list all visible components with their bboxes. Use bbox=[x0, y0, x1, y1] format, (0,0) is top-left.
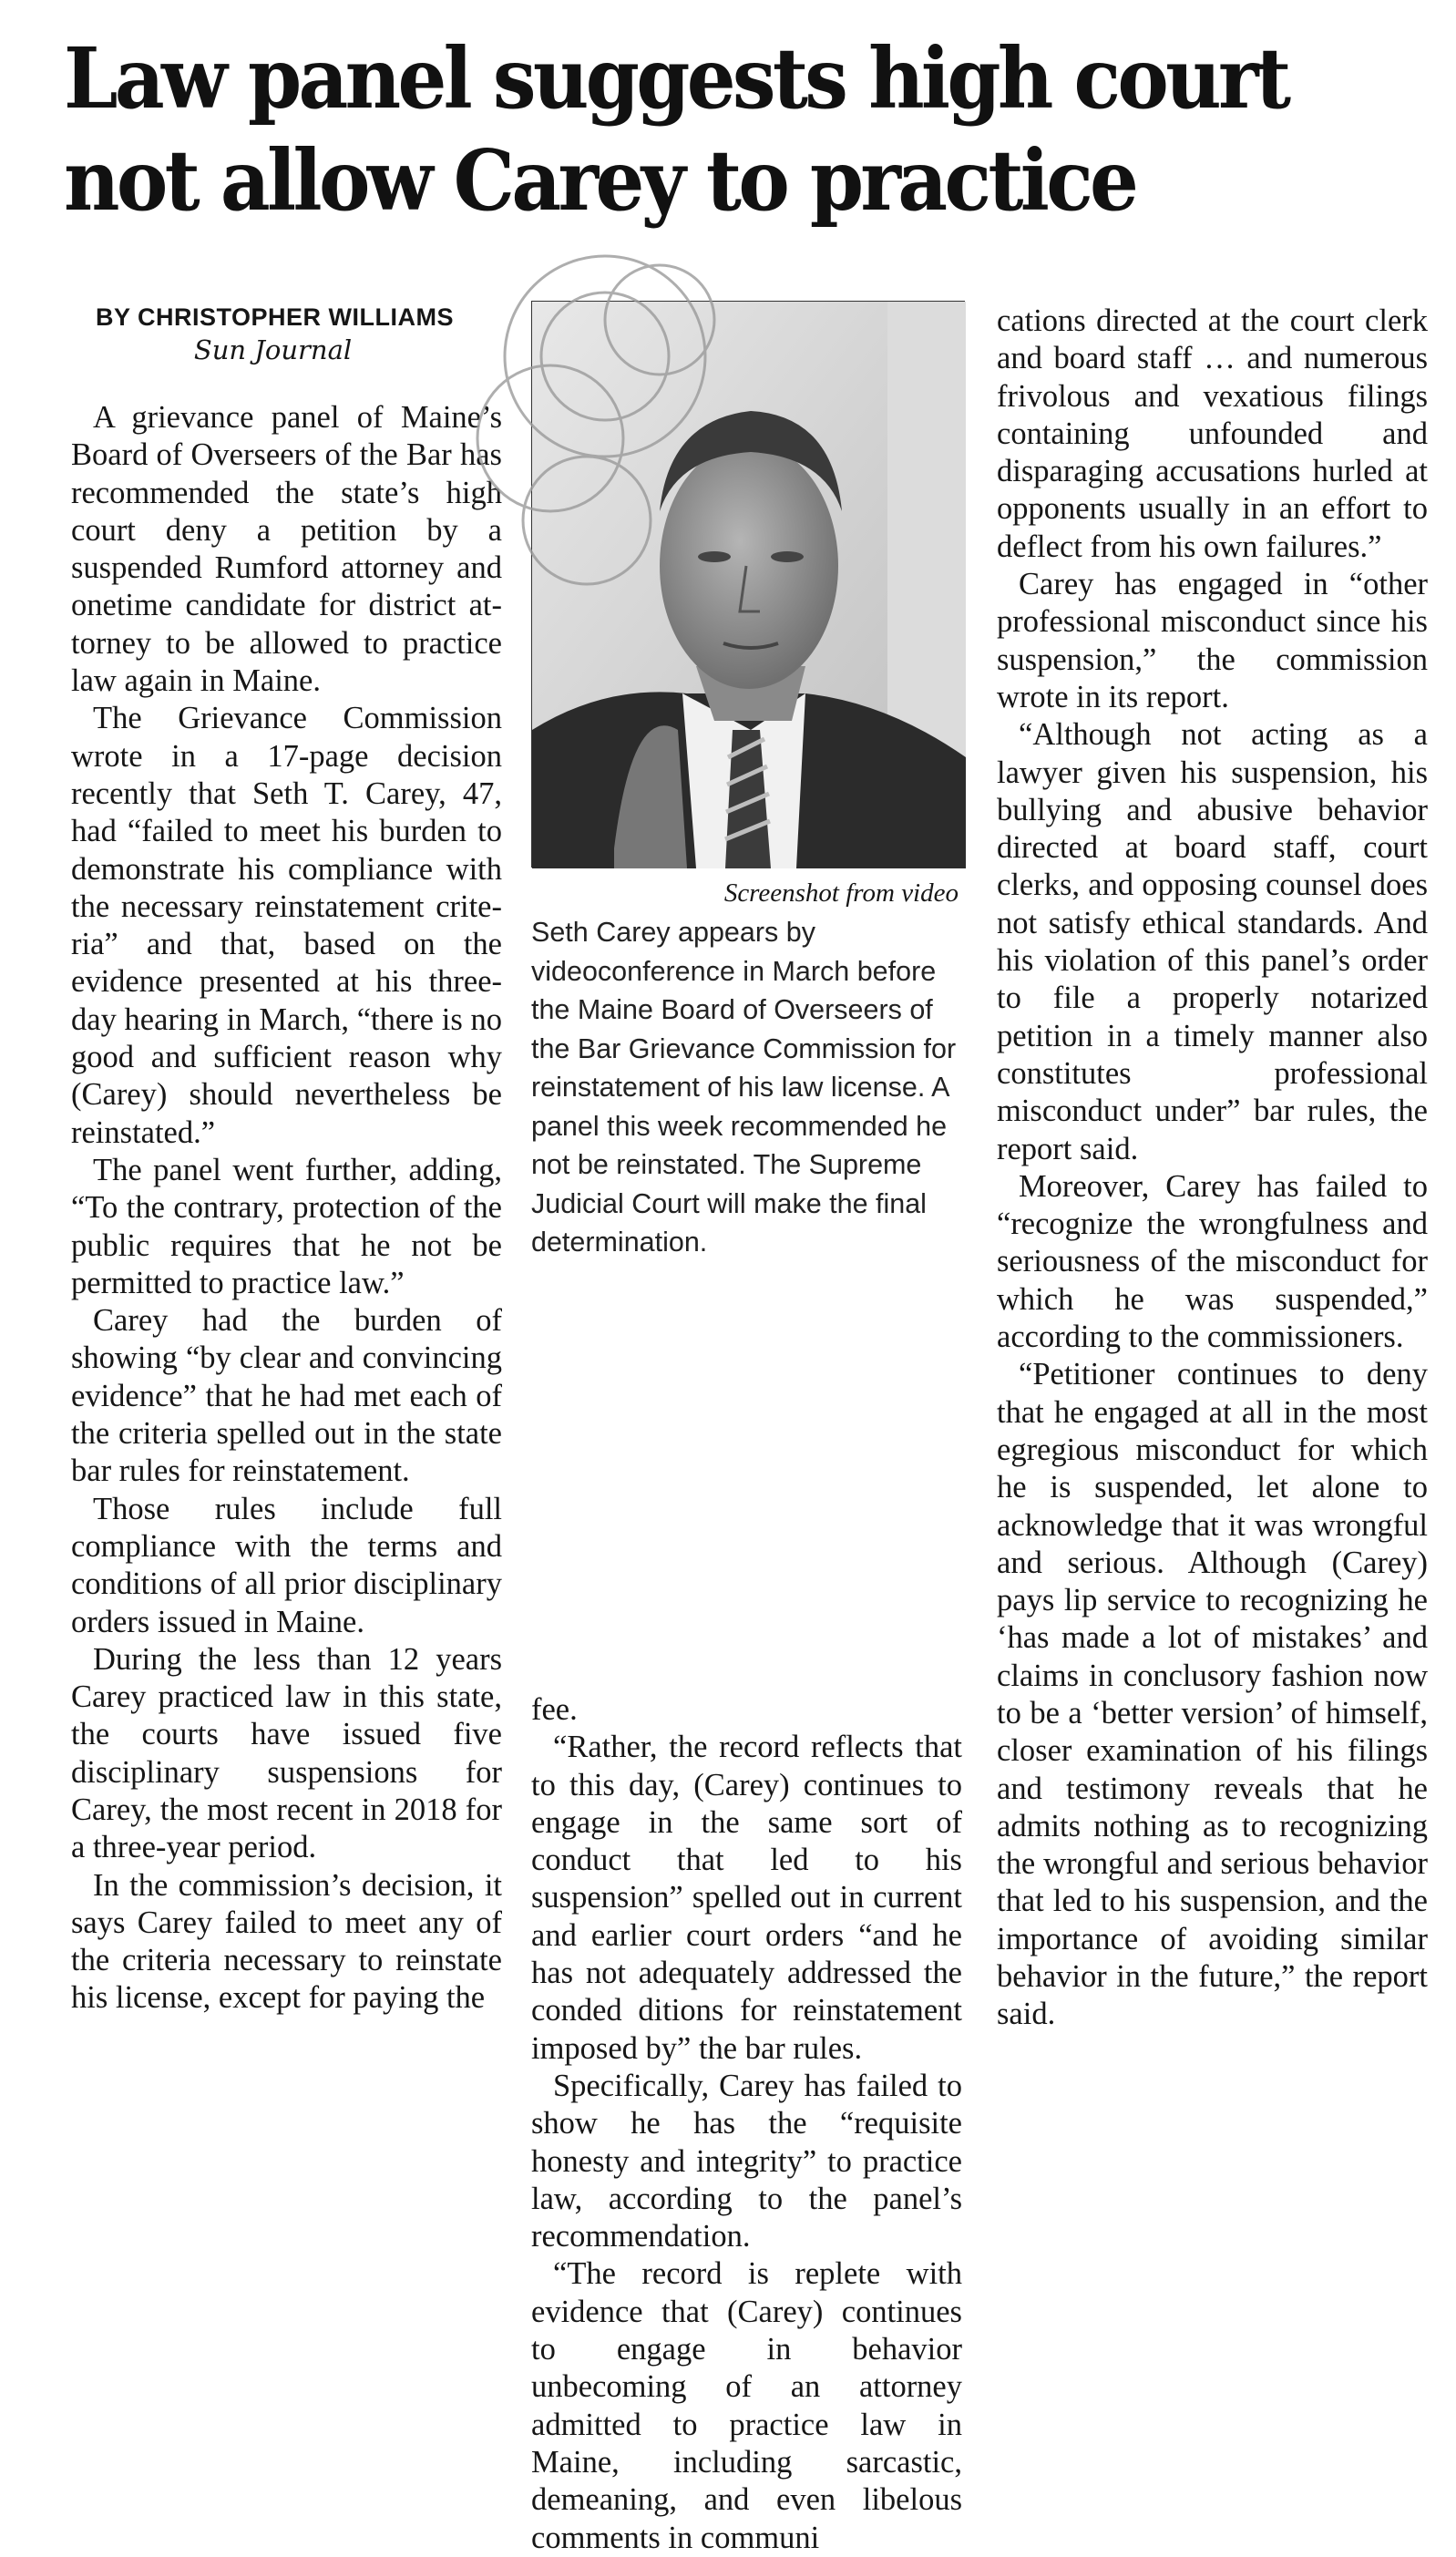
photo-credit: Screenshot from video bbox=[723, 878, 959, 908]
paragraph: Those rules include full compliance with the terms and conditions of all prior disciplinary orders issued in Maine. bbox=[71, 1491, 502, 1639]
paragraph: The panel went further, adding, “To the contrary, protection of the public requires that he not be permitted to practice law.” bbox=[71, 1152, 502, 1300]
article-column-3 bbox=[997, 303, 1428, 2034]
source-name: Sun Journal bbox=[193, 334, 353, 365]
paragraph: Specifically, Carey has failed to show he has the “requisite honesty and integrity” to practice law, according to the panel’s recommendation. bbox=[531, 2068, 962, 2254]
paragraph: fee. bbox=[531, 1692, 578, 1727]
paragraph: cations directed at the court clerk and board staff … and numerous frivolous and vexatious filings containing unfounded and disparaging accusations hurled at opponents usually in an effort to deflect from his own failures.” bbox=[997, 303, 1428, 564]
photo-caption: Seth Carey appears by videoconference in March before the Maine Board of Overseers of the Bar Grievance Commission for reinstatement of his law license. A panel this week recommended he not be reinstated. The Supreme Judicial Court will make the final determination. bbox=[531, 917, 957, 1258]
article-column-2 bbox=[531, 301, 962, 2555]
paragraph: The Grievance Commission wrote in a 17-page decision recently that Seth T. Carey, 47, had “failed to meet his burden to demonstrate his compliance with the necessary reinstatement criteria” and that, based on the evidence presented at his three-day hearing in March, “there is no good and sufficient reason why (Carey) should nevertheless be reinstated.” bbox=[71, 701, 502, 1150]
headline-line-1: Law panel suggests high court bbox=[64, 29, 1288, 128]
paragraph: During the less than 12 years Carey practiced law in this state, the courts have issued five disciplinary suspensions for Carey, the most recent in 2018 for a three-year period. bbox=[71, 1641, 502, 1865]
paragraph: “Although not acting as a lawyer given his suspension, his bullying and abusive behavior directed at board staff, court clerks, and opposing counsel does not satisfy ethical standards. And his violation of this panel’s order to file a properly notarized petition in a timely manner also constitutes professional misconduct under” bar rules, the report said. bbox=[997, 717, 1428, 1166]
photo bbox=[531, 301, 965, 868]
paragraph: Carey had the burden of showing “by clear and convincing evidence” that he had met each of the criteria spelled out in the state bar rules for reinstatement. bbox=[71, 1303, 502, 1489]
byline: BY CHRISTOPHER WILLIAMS bbox=[96, 303, 455, 331]
paragraph: “Rather, the record reflects that to this day, (Carey) continues to engage in the same sort of conduct that led to his suspension” spelled out in current and earlier court orders “and he has not adequately addressed the conded ditions for reinstatement imposed by” the bar rules. bbox=[531, 1730, 962, 2066]
paragraph: “Petitioner continues to deny that he engaged at all in the most egregious misconduct for which he is suspended, let alone to acknowledge that it was wrongful and serious. Although (Carey) pays lip service to recognizing he ‘has made a lot of mistakes’ and claims in conclusory fashion now to be a ‘better version’ of himself, closer examination of his filings and testimony reveals that he admits nothing as to recognizing the wrongful and serious behavior that led to his suspension, and the importance of avoiding similar behavior in the future,” the report said. bbox=[997, 1357, 1428, 2032]
paragraph: “The record is replete with evidence that (Carey) continues to engage in behavior unbecoming of an attorney admitted to practice law in Maine, including sarcastic, demeaning, and even libelous comments in communi bbox=[531, 2256, 962, 2555]
article-column-1 bbox=[71, 301, 502, 2018]
paragraph: Carey has engaged in “other professional misconduct since his suspension,” the commission wrote in its report. bbox=[997, 567, 1428, 714]
paragraph: A grievance panel of Maine’s Board of Overseers of the Bar has recommended the state’s high court deny a petition by a suspended Rumford attorney and onetime candidate for district attorney to be allowed to practice law again in Maine. bbox=[71, 400, 502, 699]
paragraph: Moreover, Carey has failed to “recognize the wrongfulness and seriousness of the misconduct for which he was suspended,” according to the commissioners. bbox=[997, 1168, 1428, 1355]
headline bbox=[64, 27, 1305, 231]
column-2-text bbox=[531, 1691, 962, 2557]
paragraph: In the commission’s decision, it says Carey failed to meet any of the criteria necessary to reinstate his license, except for paying the bbox=[71, 1867, 502, 2016]
headline-line-2: not allow Carey to practice bbox=[64, 131, 1136, 230]
man-portrait-image bbox=[532, 302, 966, 868]
